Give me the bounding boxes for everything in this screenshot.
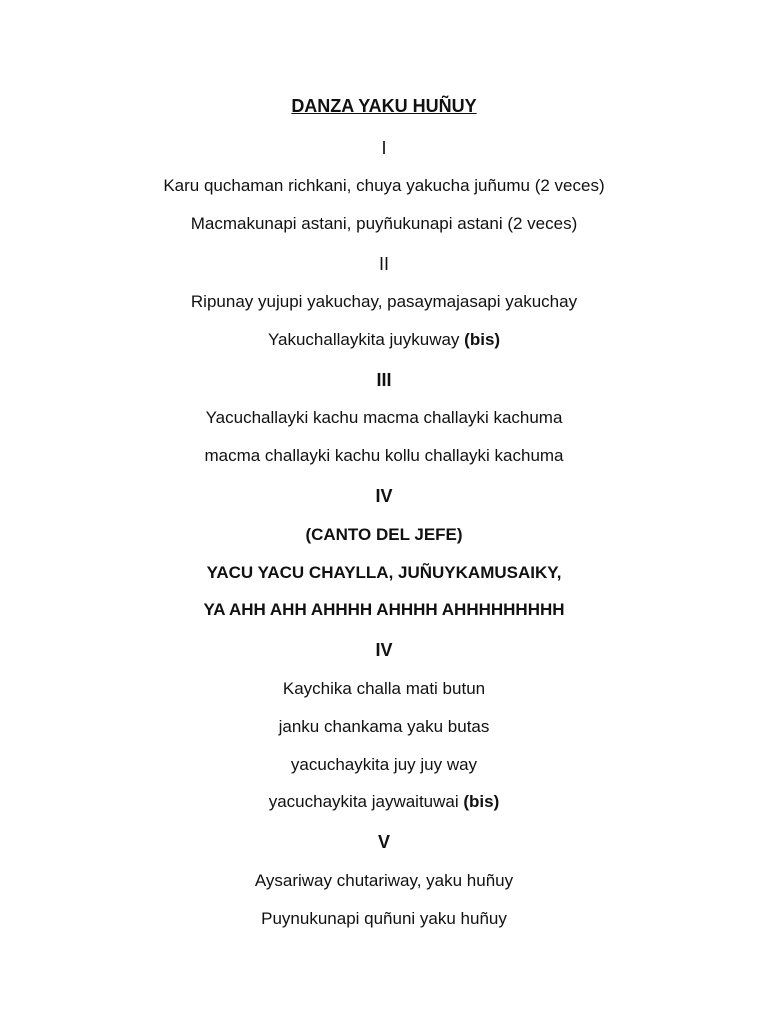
verse-line-with-suffix: [0, 329, 768, 351]
verse-line: Kaychika challa mati butun: [282, 679, 486, 698]
verse-line: yacuchaykita juy juy way: [290, 755, 478, 774]
repeat-marker: (bis): [464, 330, 501, 349]
section-subtitle: (CANTO DEL JEFE): [305, 525, 463, 544]
verse-line: Aysariway chutariway, yaku huñuy: [254, 871, 514, 890]
section-numeral-3: III: [376, 370, 392, 390]
verse-line: Ripunay yujupi yakuchay, pasaymajasapi yakuchay: [190, 292, 578, 311]
verse-line-with-suffix: [0, 791, 768, 813]
verse-line: Puynukunapi quñuni yaku huñuy: [261, 909, 507, 928]
verse-line: macma challayki kachu kollu challayki kachuma: [204, 446, 564, 465]
section-numeral-6: V: [377, 832, 390, 852]
section-numeral-1: I: [381, 138, 387, 158]
section-numeral-5: IV: [375, 640, 393, 660]
verse-line: janku chankama yaku butas: [278, 717, 490, 736]
verse-line: Karu quchaman richkani, chuya yakucha juñumu (2 veces): [163, 176, 605, 195]
verse-text: Yakuchallaykita juykuway: [267, 330, 460, 349]
verse-line: Macmakunapi astani, puyñukunapi astani (2 veces): [190, 214, 578, 233]
verse-line: Yacuchallayki kachu macma challayki kachuma: [205, 408, 563, 427]
repeat-marker: (bis): [463, 792, 500, 811]
section-numeral-2: II: [378, 254, 389, 274]
document-title: DANZA YAKU HUÑUY: [291, 96, 477, 116]
verse-line: YA AHH AHH AHHHH AHHHH AHHHHHHHHH: [203, 600, 565, 619]
section-numeral-4: IV: [375, 486, 393, 506]
verse-text: yacuchaykita jaywaituwai: [268, 792, 459, 811]
verse-line: YACU YACU CHAYLLA, JUÑUYKAMUSAIKY,: [206, 563, 562, 582]
